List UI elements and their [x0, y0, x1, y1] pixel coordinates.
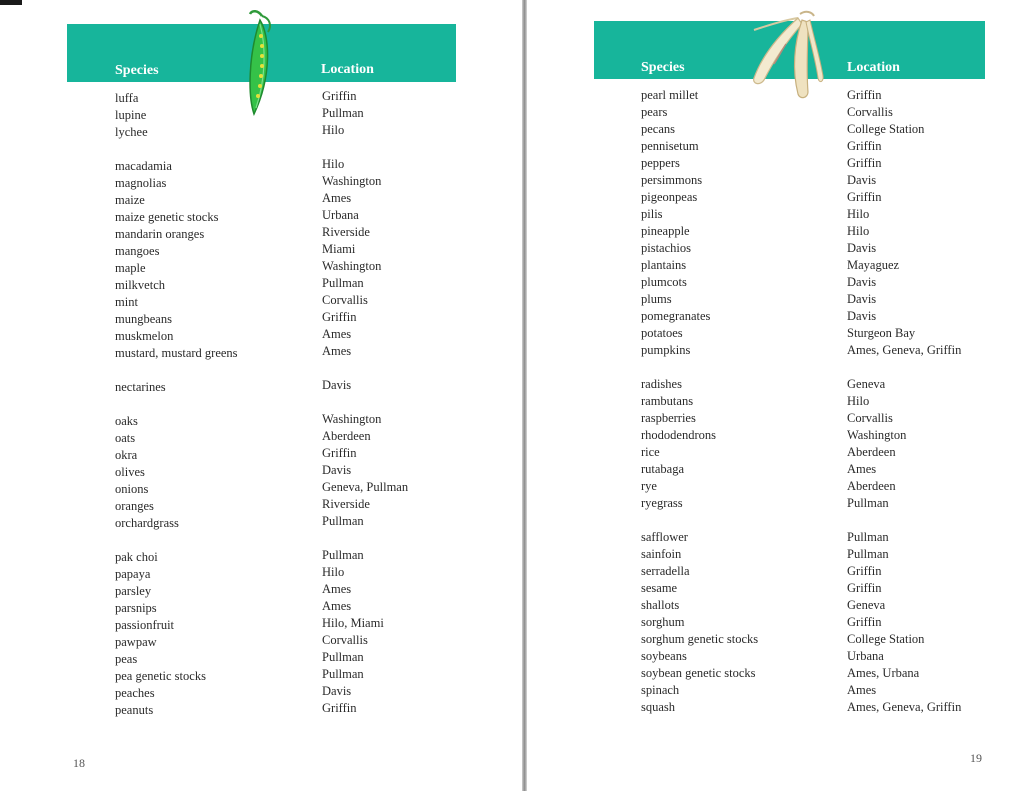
- location-name: Griffin: [322, 701, 357, 715]
- row-spacer: [322, 530, 408, 547]
- species-name: oranges: [115, 499, 154, 513]
- location-name: Corvallis: [847, 105, 893, 119]
- species-name: rye: [641, 479, 657, 493]
- species-name: rhododendrons: [641, 428, 716, 442]
- species-name: sorghum genetic stocks: [641, 632, 759, 646]
- species-name: pigeonpeas: [641, 190, 698, 204]
- species-name: soybean genetic stocks: [641, 666, 756, 680]
- species-name: pears: [641, 105, 668, 119]
- species-name: oats: [115, 431, 136, 445]
- location-name: Hilo: [322, 565, 345, 579]
- location-name: Geneva: [847, 377, 886, 391]
- species-name: peaches: [115, 686, 155, 700]
- row-spacer: [641, 512, 758, 529]
- species-name: rutabaga: [641, 462, 685, 476]
- location-name: Ames: [322, 599, 352, 613]
- location-name: Washington: [322, 259, 382, 273]
- location-name: Corvallis: [322, 293, 368, 307]
- location-name: Griffin: [847, 564, 882, 578]
- location-name: Griffin: [847, 88, 882, 102]
- species-name: peanuts: [115, 703, 154, 717]
- location-name: Griffin: [322, 89, 357, 103]
- species-name: persimmons: [641, 173, 703, 187]
- species-name: radishes: [641, 377, 682, 391]
- location-name: Ames, Urbana: [847, 666, 920, 680]
- location-name: Davis: [847, 292, 877, 306]
- location-name: Hilo: [847, 224, 870, 238]
- species-name: maple: [115, 261, 146, 275]
- location-name: Ames: [322, 344, 352, 358]
- pea-pod-icon: [240, 6, 280, 118]
- species-name: maize: [115, 193, 145, 207]
- location-name: Pullman: [322, 514, 364, 528]
- row-spacer: [322, 139, 408, 156]
- species-name: rice: [641, 445, 660, 459]
- species-name: raspberries: [641, 411, 696, 425]
- location-name: Griffin: [847, 156, 882, 170]
- species-name: pistachios: [641, 241, 691, 255]
- location-name: College Station: [847, 122, 925, 136]
- right-page-number: 19: [970, 751, 982, 765]
- species-name: pearl millet: [641, 88, 699, 102]
- location-name: Riverside: [322, 497, 370, 511]
- species-name: potatoes: [641, 326, 683, 340]
- species-name: soybeans: [641, 649, 687, 663]
- species-name: ryegrass: [641, 496, 683, 510]
- left-page-number: 18: [73, 756, 85, 770]
- location-name: Pullman: [847, 530, 889, 544]
- location-name: Ames, Geneva, Griffin: [847, 700, 962, 714]
- location-name: Hilo: [322, 157, 345, 171]
- location-name: Pullman: [322, 106, 364, 120]
- location-name: Pullman: [847, 547, 889, 561]
- row-spacer: [115, 396, 238, 413]
- species-name: luffa: [115, 91, 139, 105]
- species-name: pea genetic stocks: [115, 669, 206, 683]
- species-name: peas: [115, 652, 138, 666]
- species-name: okra: [115, 448, 138, 462]
- location-name: Corvallis: [322, 633, 368, 647]
- row-spacer: [115, 141, 238, 158]
- species-name: safflower: [641, 530, 688, 544]
- species-name: pomegranates: [641, 309, 711, 323]
- location-name: Pullman: [322, 276, 364, 290]
- location-name: Davis: [322, 463, 352, 477]
- location-name: Miami: [322, 242, 356, 256]
- row-spacer: [847, 512, 961, 529]
- location-name: Davis: [322, 684, 352, 698]
- location-name: Urbana: [847, 649, 884, 663]
- location-name: Pullman: [322, 667, 364, 681]
- species-name: maize genetic stocks: [115, 210, 219, 224]
- location-name: Corvallis: [847, 411, 893, 425]
- right-location-column: [847, 87, 961, 716]
- location-name: Urbana: [322, 208, 359, 222]
- species-name: magnolias: [115, 176, 167, 190]
- location-name: Ames, Geneva, Griffin: [847, 343, 962, 357]
- row-spacer: [641, 359, 758, 376]
- species-name: parsnips: [115, 601, 157, 615]
- location-name: Pullman: [322, 650, 364, 664]
- species-name: spinach: [641, 683, 680, 697]
- species-name: pawpaw: [115, 635, 157, 649]
- species-name: pilis: [641, 207, 663, 221]
- location-name: Davis: [847, 275, 877, 289]
- species-name: mustard, mustard greens: [115, 346, 238, 360]
- species-name: muskmelon: [115, 329, 174, 343]
- location-name: Aberdeen: [847, 479, 896, 493]
- location-name: Davis: [322, 378, 352, 392]
- location-name: Hilo: [847, 207, 870, 221]
- left-location-column: [322, 88, 408, 717]
- species-name: milkvetch: [115, 278, 165, 292]
- species-name: mint: [115, 295, 138, 309]
- bean-pods-icon: [748, 8, 824, 104]
- species-name: olives: [115, 465, 145, 479]
- row-spacer: [847, 359, 961, 376]
- location-name: Mayaguez: [847, 258, 900, 272]
- location-name: Washington: [322, 174, 382, 188]
- species-name: mungbeans: [115, 312, 172, 326]
- location-name: Griffin: [322, 310, 357, 324]
- location-name: Ames: [847, 462, 877, 476]
- location-name: Griffin: [847, 581, 882, 595]
- species-name: shallots: [641, 598, 680, 612]
- location-name: Aberdeen: [322, 429, 371, 443]
- left-species-header: Species: [115, 63, 159, 78]
- species-name: mangoes: [115, 244, 160, 258]
- left-location-header: Location: [321, 62, 374, 77]
- species-name: pecans: [641, 122, 676, 136]
- species-name: peppers: [641, 156, 680, 170]
- species-name: nectarines: [115, 380, 166, 394]
- species-name: lychee: [115, 125, 148, 139]
- location-name: Aberdeen: [847, 445, 896, 459]
- species-name: passionfruit: [115, 618, 175, 632]
- location-name: Davis: [847, 173, 877, 187]
- species-name: plums: [641, 292, 672, 306]
- left-species-column: [115, 90, 238, 719]
- species-name: oaks: [115, 414, 138, 428]
- location-name: Hilo: [322, 123, 345, 137]
- location-name: Davis: [847, 241, 877, 255]
- location-name: Pullman: [847, 496, 889, 510]
- species-name: rambutans: [641, 394, 694, 408]
- location-name: Ames: [847, 683, 877, 697]
- location-name: Washington: [847, 428, 907, 442]
- row-spacer: [115, 362, 238, 379]
- species-name: papaya: [115, 567, 151, 581]
- location-name: Geneva: [847, 598, 886, 612]
- location-name: Geneva, Pullman: [322, 480, 409, 494]
- species-name: mandarin oranges: [115, 227, 205, 241]
- species-name: squash: [641, 700, 676, 714]
- species-name: pak choi: [115, 550, 158, 564]
- location-name: Davis: [847, 309, 877, 323]
- species-name: onions: [115, 482, 149, 496]
- right-species-column: [641, 87, 758, 716]
- location-name: Griffin: [847, 190, 882, 204]
- location-name: Sturgeon Bay: [847, 326, 916, 340]
- location-name: College Station: [847, 632, 925, 646]
- species-name: serradella: [641, 564, 690, 578]
- species-name: sorghum: [641, 615, 685, 629]
- right-species-header: Species: [641, 60, 685, 75]
- location-name: Ames: [322, 327, 352, 341]
- species-name: pineapple: [641, 224, 690, 238]
- row-spacer: [322, 394, 408, 411]
- scan-corner-mark: [0, 0, 22, 5]
- species-name: macadamia: [115, 159, 172, 173]
- row-spacer: [322, 360, 408, 377]
- location-name: Washington: [322, 412, 382, 426]
- location-name: Hilo, Miami: [322, 616, 384, 630]
- location-name: Griffin: [847, 139, 882, 153]
- species-name: orchardgrass: [115, 516, 179, 530]
- species-name: sesame: [641, 581, 678, 595]
- location-name: Ames: [322, 582, 352, 596]
- right-location-header: Location: [847, 60, 900, 75]
- location-name: Riverside: [322, 225, 370, 239]
- location-name: Pullman: [322, 548, 364, 562]
- species-name: plumcots: [641, 275, 687, 289]
- species-name: sainfoin: [641, 547, 682, 561]
- species-name: lupine: [115, 108, 147, 122]
- location-name: Hilo: [847, 394, 870, 408]
- species-name: plantains: [641, 258, 687, 272]
- location-name: Ames: [322, 191, 352, 205]
- book-gutter: [522, 0, 527, 791]
- row-spacer: [115, 532, 238, 549]
- location-name: Griffin: [322, 446, 357, 460]
- species-name: pennisetum: [641, 139, 699, 153]
- species-name: pumpkins: [641, 343, 691, 357]
- location-name: Griffin: [847, 615, 882, 629]
- species-name: parsley: [115, 584, 152, 598]
